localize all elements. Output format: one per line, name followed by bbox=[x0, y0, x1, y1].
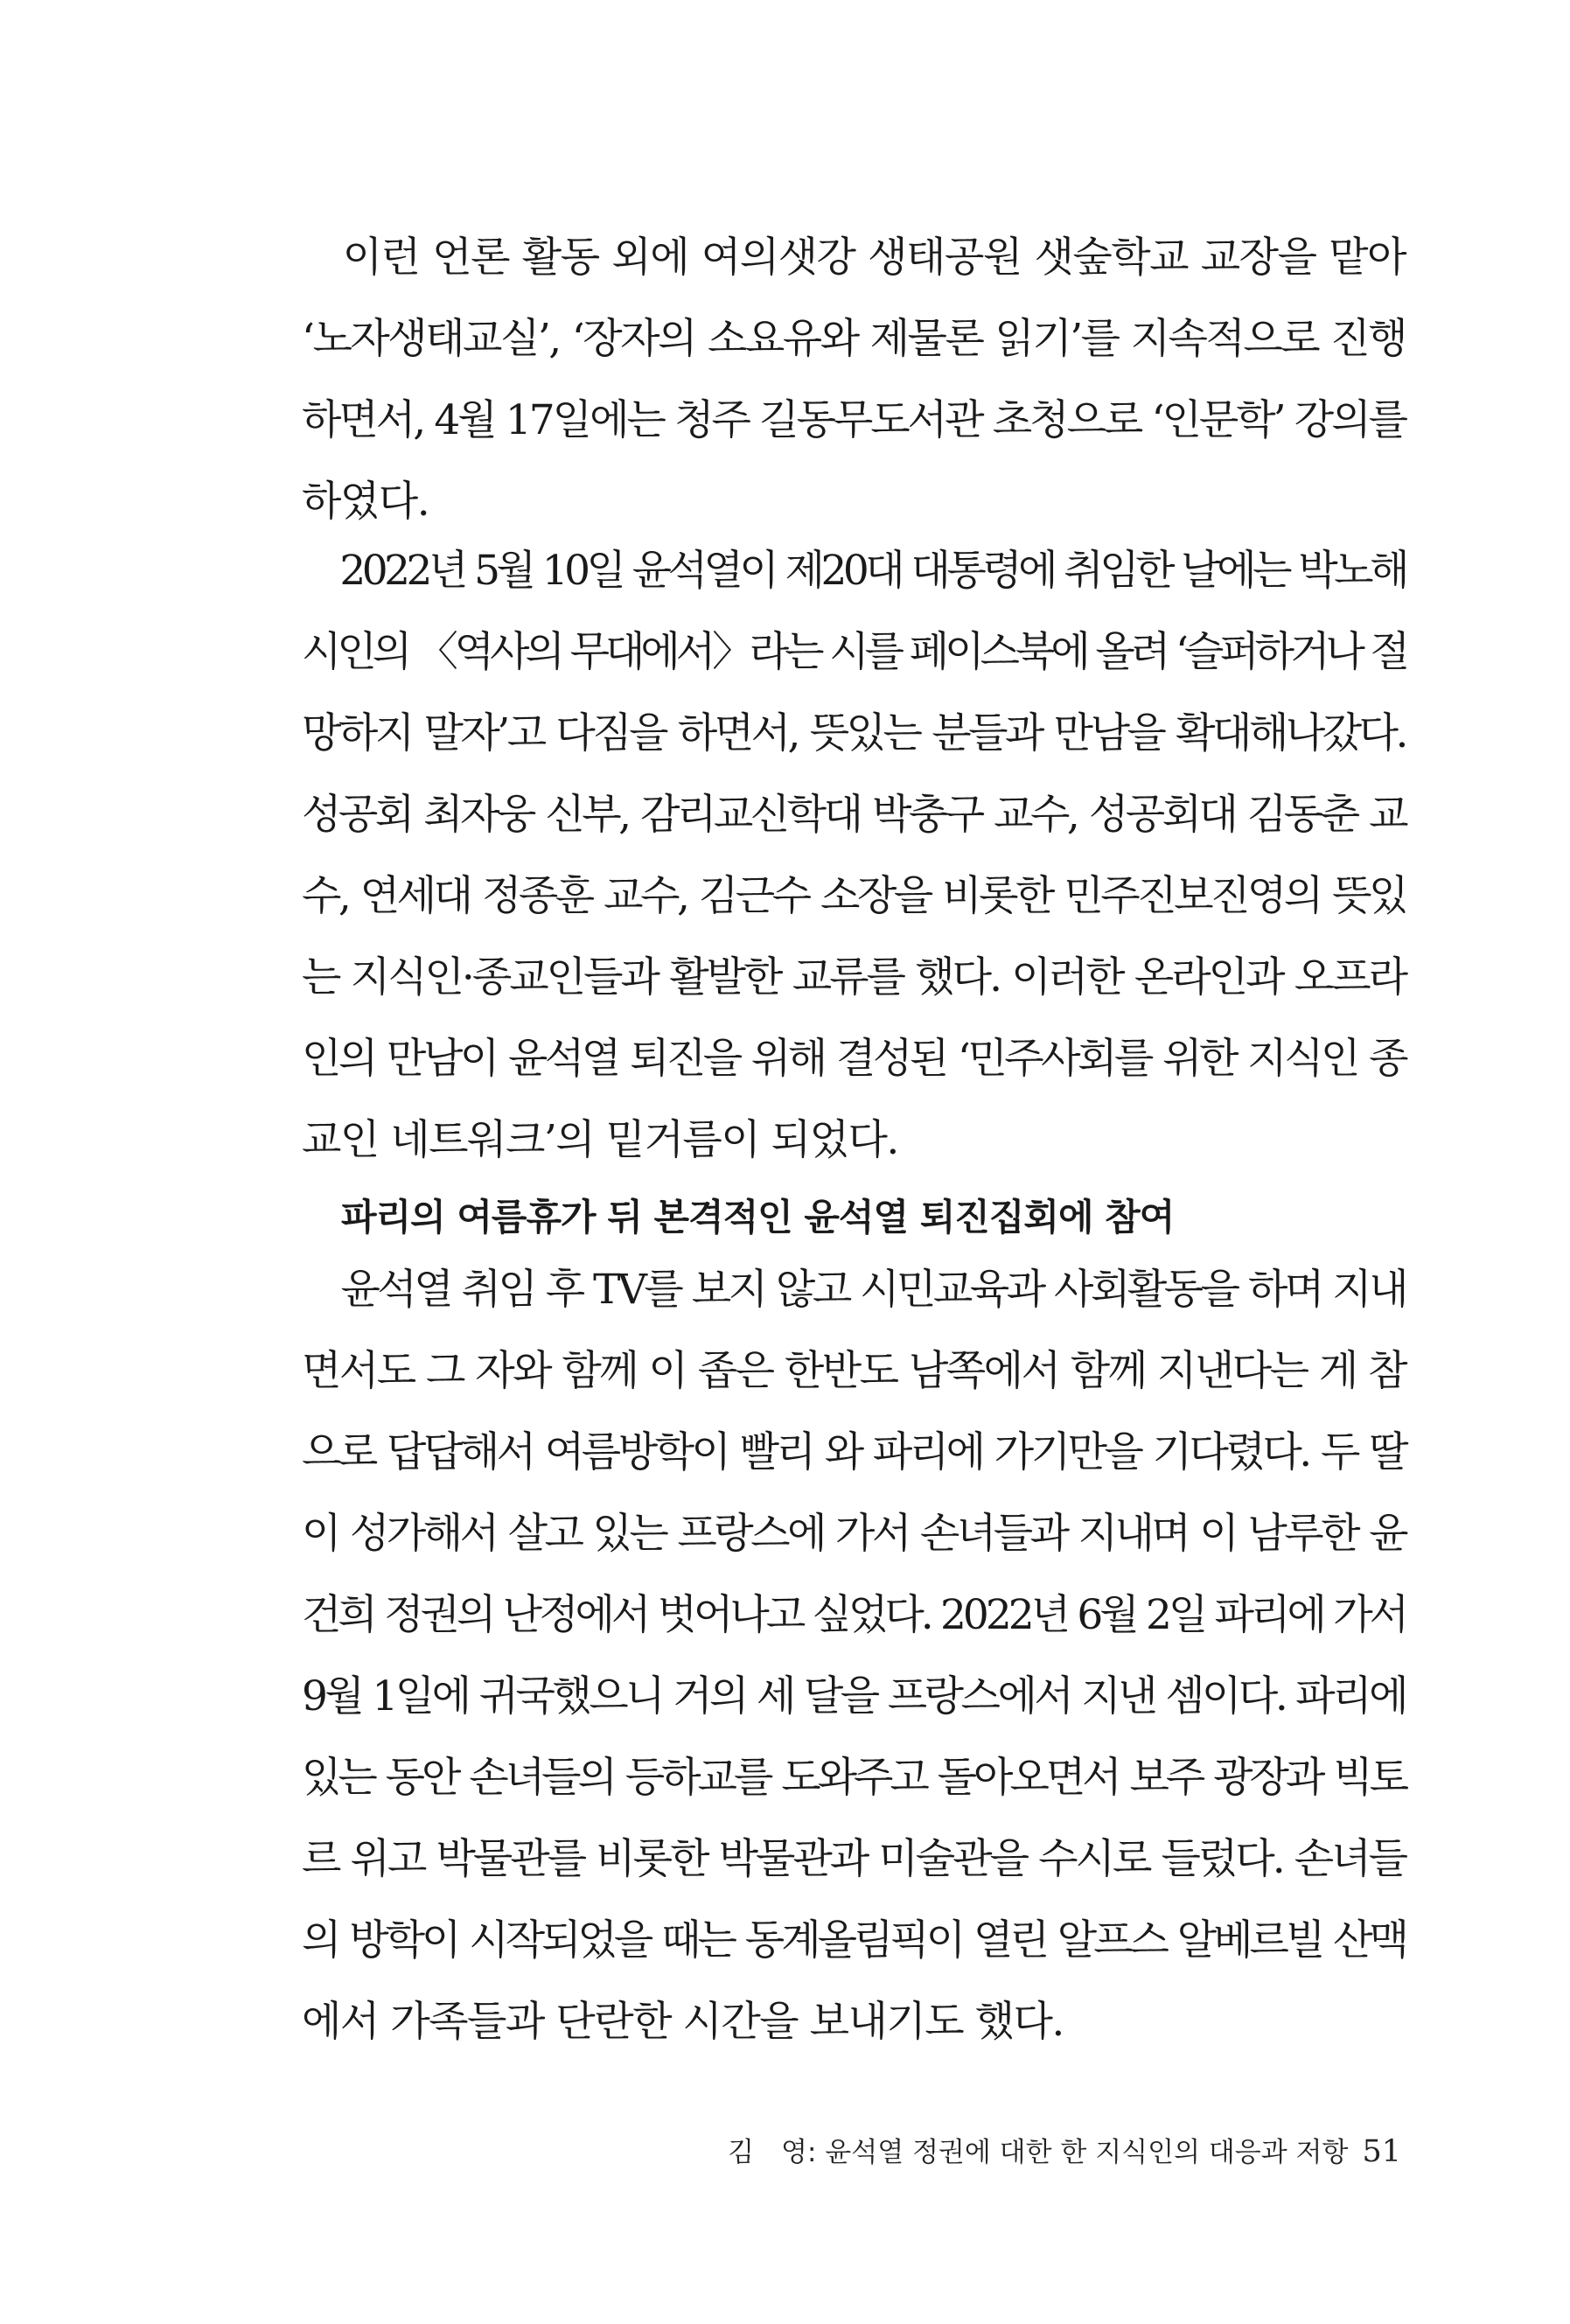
text-line: 있는 동안 손녀들의 등하교를 도와주고 돌아오면서 보주 광장과 빅토 bbox=[302, 1754, 1406, 1802]
section-heading: 파리의 여름휴가 뒤 본격적인 윤석열 퇴진집회에 참여 bbox=[341, 1196, 1175, 1239]
running-head: 김 영: 윤석열 정권에 대한 한 지식인의 대응과 저항 bbox=[728, 2137, 1349, 2168]
text-line: 교인 네트워크’의 밑거름이 되었다. bbox=[302, 1116, 898, 1164]
text-line: 에서 가족들과 단란한 시간을 보내기도 했다. bbox=[302, 1998, 1064, 2046]
text-line: 인의 만남이 윤석열 퇴진을 위해 결성된 ‘민주사회를 위한 지식인 종 bbox=[302, 1035, 1406, 1083]
text-line: 이 성가해서 살고 있는 프랑스에 가서 손녀들과 지내며 이 남루한 윤 bbox=[302, 1510, 1406, 1558]
text-line: 는 지식인·종교인들과 활발한 교류를 했다. 이러한 온라인과 오프라 bbox=[302, 953, 1406, 1001]
text-line: 건희 정권의 난정에서 벗어나고 싶었다. 2022년 6월 2일 파리에 가서 bbox=[302, 1591, 1406, 1639]
page-footer bbox=[728, 2130, 1401, 2169]
text-line: 윤석열 취임 후 TV를 보지 않고 시민교육과 사회활동을 하며 지내 bbox=[302, 1266, 1406, 1314]
text-line: 이런 언론 활동 외에 여의샛강 생태공원 샛숲학교 교장을 맡아 bbox=[302, 234, 1406, 282]
text-line: 의 방학이 시작되었을 때는 동계올림픽이 열린 알프스 알베르빌 산맥 bbox=[302, 1916, 1406, 1965]
page-number: 51 bbox=[1362, 2134, 1401, 2169]
text-line: 하면서, 4월 17일에는 청주 길동무도서관 초청으로 ‘인문학’ 강의를 bbox=[302, 396, 1406, 444]
text-line: 시인의 〈역사의 무대에서〉라는 시를 페이스북에 올려 ‘슬퍼하거나 절 bbox=[302, 628, 1406, 676]
text-line: 2022년 5월 10일 윤석열이 제20대 대통령에 취임한 날에는 박노해 bbox=[302, 547, 1406, 595]
text-line: 으로 답답해서 여름방학이 빨리 와 파리에 가기만을 기다렸다. 두 딸 bbox=[302, 1428, 1406, 1476]
text-line: 하였다. bbox=[302, 478, 429, 526]
body-paragraph-2 bbox=[302, 530, 1406, 1181]
body-paragraph-3 bbox=[302, 1249, 1406, 2062]
text-line: 망하지 말자’고 다짐을 하면서, 뜻있는 분들과 만남을 확대해나갔다. bbox=[302, 709, 1406, 757]
text-line: 9월 1일에 귀국했으니 거의 세 달을 프랑스에서 지낸 셈이다. 파리에 bbox=[302, 1672, 1406, 1720]
body-paragraph-1 bbox=[302, 217, 1406, 542]
text-line: 수, 연세대 정종훈 교수, 김근수 소장을 비롯한 민주진보진영의 뜻있 bbox=[302, 872, 1406, 920]
text-line: 성공회 최자웅 신부, 감리교신학대 박충구 교수, 성공회대 김동춘 교 bbox=[302, 791, 1406, 839]
text-line: ‘노자생태교실’, ‘장자의 소요유와 제물론 읽기’를 지속적으로 진행 bbox=[302, 315, 1406, 363]
text-line: 면서도 그 자와 함께 이 좁은 한반도 남쪽에서 함께 지낸다는 게 참 bbox=[302, 1347, 1406, 1395]
text-line: 르 위고 박물관를 비롯한 박물관과 미술관을 수시로 들렀다. 손녀들 bbox=[302, 1835, 1406, 1883]
